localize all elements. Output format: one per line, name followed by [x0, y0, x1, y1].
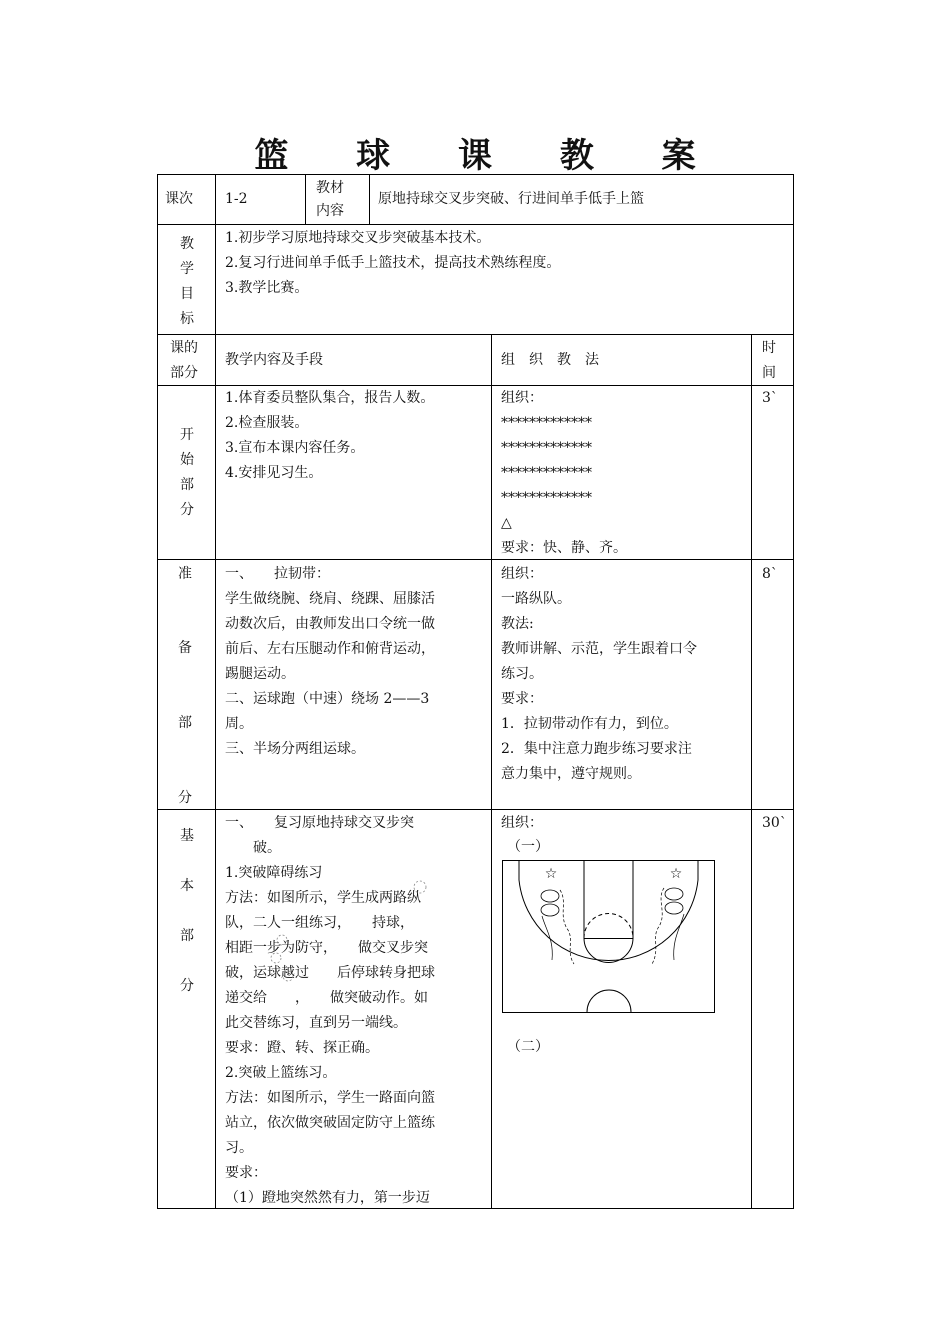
content-line: 一、 复习原地持球交叉步突	[225, 815, 414, 831]
formation-row: *************	[501, 415, 592, 431]
org-line: 组织：	[501, 566, 543, 582]
row-divider	[157, 334, 794, 335]
org-line: 意力集中，遵守规则。	[501, 766, 641, 782]
content-line: 学生做绕腕、绕肩、绕踝、屈膝活	[225, 591, 435, 607]
content-line: 动数次后，由教师发出口令统一做	[225, 616, 435, 632]
content-line: 4.安排见习生。	[225, 465, 323, 481]
content-line: 周。	[225, 716, 253, 732]
section-label-char: 部	[178, 715, 192, 731]
content-line: 破。	[225, 840, 281, 856]
goal-item: 3.教学比赛。	[225, 280, 309, 296]
org-line: 1．拉韧带动作有力，到位。	[501, 716, 678, 732]
content-line: 2.突破上篮练习。	[225, 1065, 337, 1081]
movement-path	[674, 914, 684, 960]
part-header-line: 课的	[170, 340, 198, 356]
content-line: 一、 拉韧带：	[225, 566, 330, 582]
section-label-char: 本	[180, 878, 194, 894]
lesson-no-label: 课次	[165, 191, 193, 207]
row-divider	[157, 809, 794, 810]
material-label-line2: 内容	[316, 203, 344, 219]
goals-label-char: 标	[180, 311, 194, 327]
formation-row: *************	[501, 440, 592, 456]
content-line: 此交替练习，直到另一端线。	[225, 1015, 407, 1031]
column-divider	[215, 174, 216, 1209]
column-divider	[369, 174, 370, 224]
content-line: 2.检查服装。	[225, 415, 309, 431]
section-label-char: 基	[180, 828, 194, 844]
basic-section-label	[170, 811, 204, 1011]
start-section-label	[170, 423, 204, 523]
formation-row: *************	[501, 490, 592, 506]
org-line: 练习。	[501, 666, 543, 682]
content-line: 习。	[225, 1140, 253, 1156]
goals-label	[170, 232, 204, 332]
formation-row: *************	[501, 465, 592, 481]
section-label-char: 备	[178, 640, 192, 656]
basic-section-time: 30`	[762, 815, 787, 831]
section-label-char: 准	[178, 566, 192, 582]
content-line: 1.体育委员整队集合，报告人数。	[225, 390, 435, 406]
basic-org-label: 组织：	[501, 815, 543, 831]
start-section-time: 3`	[762, 390, 778, 406]
content-line: 二、运球跑（中速）绕场 2——3	[225, 691, 430, 707]
content-line: （1）蹬地突然然有力，第一步迈	[225, 1190, 430, 1206]
movement-path	[542, 916, 552, 960]
section-label-char: 分	[178, 790, 192, 806]
content-line: 队，二人一组练习， 持球，	[225, 915, 414, 931]
column-divider	[305, 174, 306, 224]
half-court-diagram	[502, 860, 716, 1014]
player-icon	[541, 890, 559, 902]
prep-section-content	[225, 562, 435, 762]
player-glyph-icon	[405, 872, 435, 902]
section-label-char: 部	[180, 928, 194, 944]
free-throw-circle-dashed	[584, 914, 633, 939]
content-line: 破，运球越过 后停球转身把球	[225, 965, 435, 981]
teacher-triangle-icon: △	[501, 515, 512, 531]
time-header-line: 时	[762, 340, 776, 356]
goal-item: 1.初步学习原地持球交叉步突破基本技术。	[225, 230, 491, 246]
content-line: 方法：如图所示，学生成两路纵	[225, 890, 421, 906]
content-line: 1.突破障碍练习	[225, 865, 323, 881]
lesson-no-value: 1-2	[225, 191, 248, 207]
content-line: 踢腿运动。	[225, 666, 295, 682]
diagram-2-label: （二）	[507, 1039, 549, 1055]
content-line: 方法：如图所示，学生一路面向篮	[225, 1090, 435, 1106]
section-label-char: 部	[180, 477, 194, 493]
goals-label-char: 学	[180, 261, 194, 277]
movement-path	[652, 888, 664, 964]
org-line: 一路纵队。	[501, 591, 571, 607]
player-glyph-icon	[262, 930, 302, 990]
material-value: 原地持球交叉步突破、行进间单手低手上篮	[378, 191, 644, 207]
time-header-line: 间	[762, 365, 776, 381]
row-divider	[157, 224, 794, 225]
content-line: 要求：	[225, 1165, 267, 1181]
page-title: 篮 球 课 教 案	[254, 136, 724, 176]
content-line: 3.宣布本课内容任务。	[225, 440, 365, 456]
defender-star-icon: ☆	[669, 866, 683, 882]
column-divider	[491, 334, 492, 1209]
part-column-header	[170, 336, 198, 386]
prep-section-time: 8`	[762, 566, 778, 582]
player-icon	[541, 904, 559, 916]
org-line: 2．集中注意力跑步练习要求注	[501, 741, 692, 757]
content-line: 相距一步为防守， 做交叉步突	[225, 940, 428, 956]
goals-label-char: 教	[180, 236, 194, 252]
player-icon	[665, 888, 683, 900]
time-column-header	[762, 336, 776, 386]
section-label-char: 分	[180, 978, 194, 994]
org-line: 要求：快、静、齐。	[501, 540, 627, 556]
free-throw-lane	[584, 861, 633, 939]
start-section-content	[225, 386, 434, 486]
org-line: 教师讲解、示范，学生跟着口令	[501, 641, 697, 657]
start-section-org	[501, 386, 627, 561]
column-divider	[751, 334, 752, 1209]
content-line: 递交给 ， 做突破动作。如	[225, 990, 428, 1006]
content-line: 要求：蹬、转、探正确。	[225, 1040, 379, 1056]
material-label-line1: 教材	[316, 180, 344, 196]
section-label-char: 分	[180, 502, 194, 518]
center-circle	[587, 990, 631, 1012]
org-line: 要求：	[501, 691, 543, 707]
row-divider	[157, 559, 794, 560]
section-label-char: 开	[180, 427, 194, 443]
section-label-char: 始	[180, 452, 194, 468]
diagram-1-label: （一）	[507, 839, 549, 855]
content-column-header: 教学内容及手段	[225, 352, 323, 368]
org-line: 组织：	[501, 390, 543, 406]
org-column-header: 组 织 教 法	[501, 352, 599, 368]
content-line: 站立，依次做突破固定防守上篮练	[225, 1115, 435, 1131]
goal-item: 2.复习行进间单手低手上篮技术，提高技术熟练程度。	[225, 255, 561, 271]
prep-section-org	[501, 562, 697, 787]
org-line: 教法:	[501, 616, 534, 632]
content-line: 前后、左右压腿动作和俯背运动，	[225, 641, 435, 657]
content-line: 三、半场分两组运球。	[225, 741, 365, 757]
basic-section-content	[225, 811, 435, 1211]
goals-list	[225, 226, 560, 301]
defender-star-icon: ☆	[544, 866, 558, 882]
part-header-line: 部分	[170, 365, 198, 381]
player-icon	[665, 902, 683, 914]
goals-label-char: 目	[180, 286, 194, 302]
